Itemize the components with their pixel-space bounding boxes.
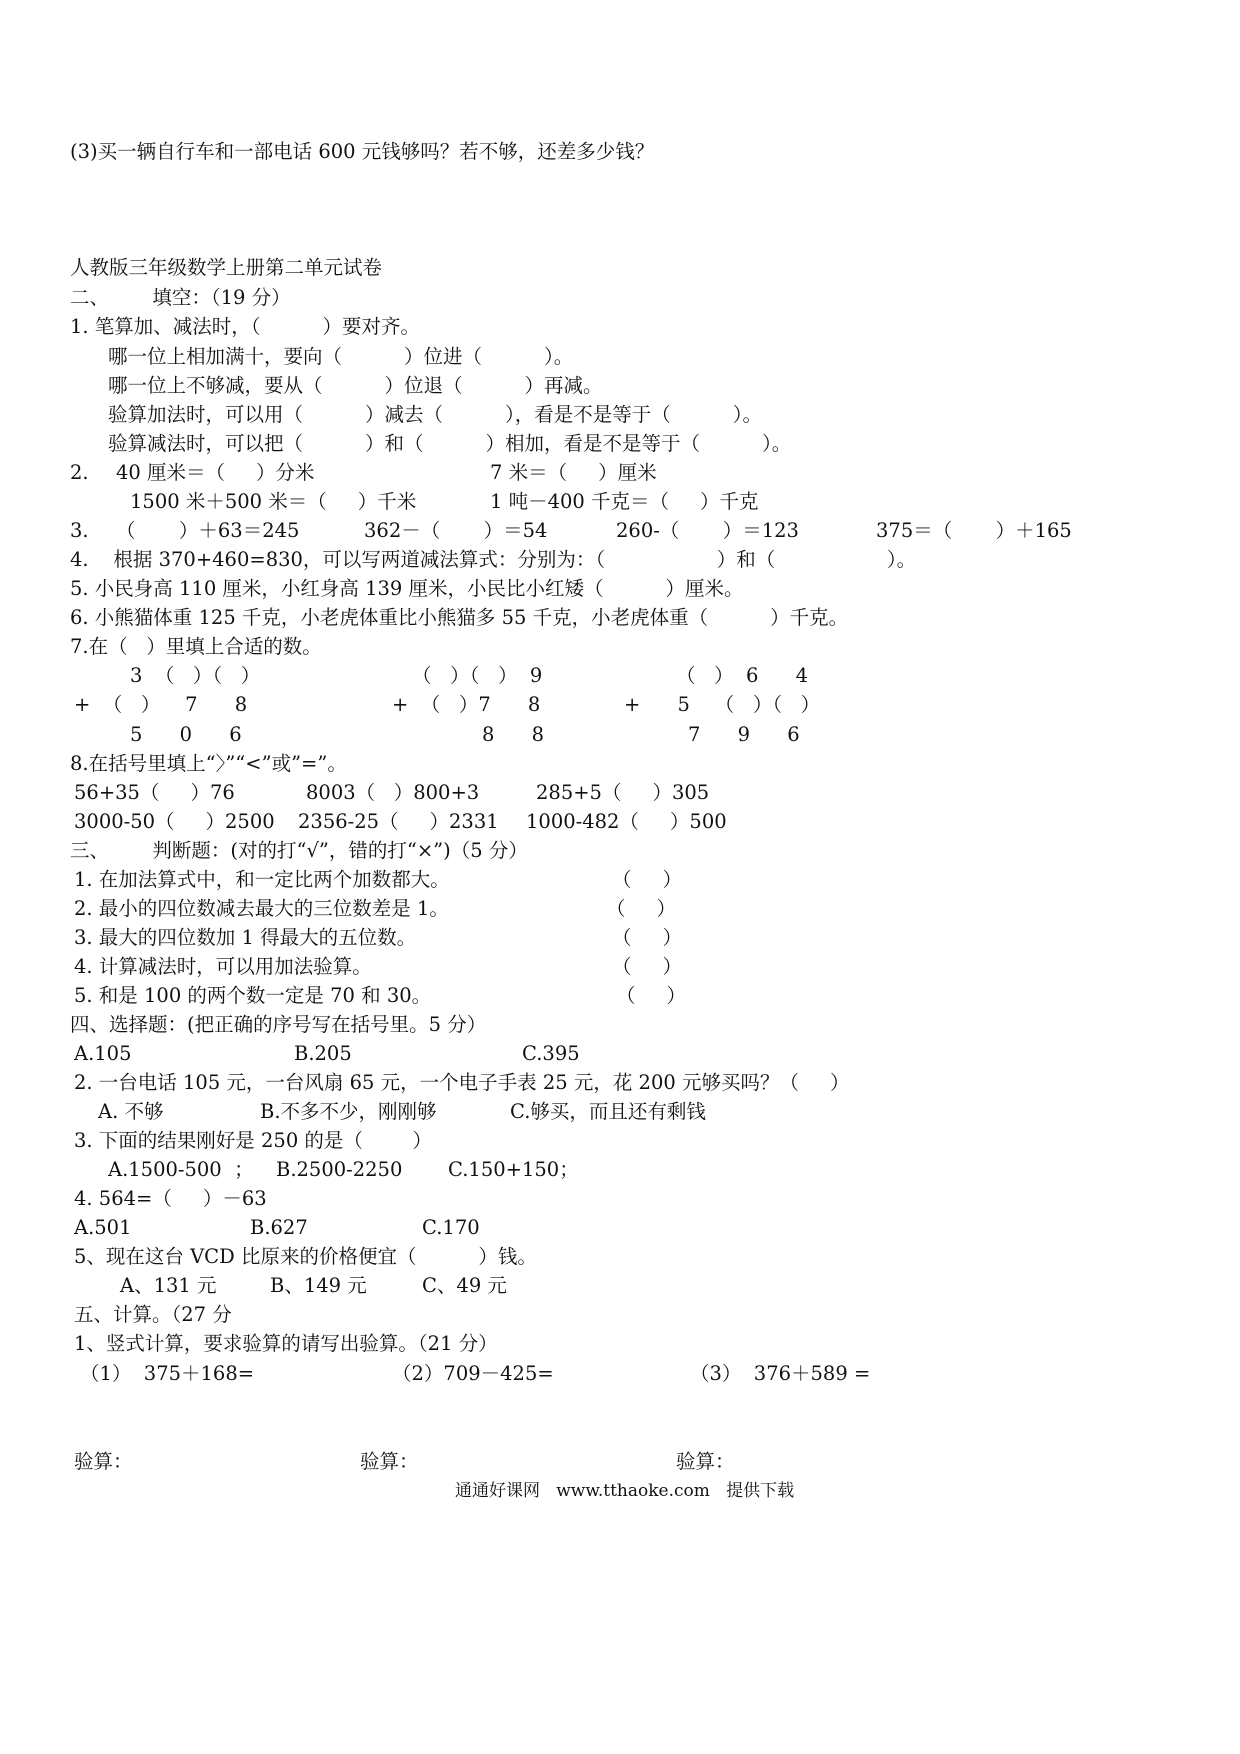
choice-2-option-a: A. 不够 (98, 1100, 164, 1123)
judge-item-4-text: 4. 计算减法时，可以用加法验算。 (74, 955, 372, 978)
check-label-1: 验算： (74, 1450, 133, 1473)
puzzle-2-row-1: （ ）（ ） 9 (412, 664, 543, 687)
judge-item-3-text: 3. 最大的四位数加 1 得最大的五位数。 (74, 926, 417, 949)
choice-2-option-c: C.够买，而且还有剩钱 (510, 1100, 706, 1123)
choice-5-option-c: C、49 元 (422, 1274, 507, 1297)
judge-item-1-box: （ ） (612, 868, 682, 891)
puzzle-2-row-2: + （ ）7 8 (392, 693, 541, 716)
q3-item-c: 260-（ ）＝123 (616, 519, 799, 542)
section-5-heading: 五、计算。（27 分 (74, 1303, 232, 1326)
judge-item-5-text: 5. 和是 100 的两个数一定是 70 和 30。 (74, 984, 432, 1007)
q1-line-1: 1. 笔算加、减法时，（ ）要对齐。 (70, 315, 421, 338)
check-label-2: 验算： (360, 1450, 419, 1473)
page-title: 人教版三年级数学上册第二单元试卷 (70, 256, 383, 279)
section-4-heading: 四、选择题：(把正确的序号写在括号里。5 分） (70, 1013, 487, 1036)
footer-credit: 通通好课网 www.tthaoke.com 提供下载 (455, 1481, 795, 1501)
choice-2-option-b: B.不多不少，刚刚够 (260, 1100, 437, 1123)
choice-2-question: 2. 一台电话 105 元，一台风扇 65 元，一个电子手表 25 元，花 200 元够买吗？（ ） (74, 1071, 850, 1094)
judge-item-3-box: （ ） (612, 926, 682, 949)
calc-1: （1） 375＋168= (80, 1362, 255, 1385)
choice-3-option-c: C.150+150； (448, 1158, 579, 1181)
top-question: (3)买一辆自行车和一部电话 600 元钱够吗？若不够，还差多少钱？ (70, 140, 655, 163)
q8-row2-a: 3000-50（ ）2500 (74, 810, 275, 833)
section-3-heading: 三、 判断题：(对的打“√”，错的打“×”)（5 分） (70, 839, 528, 862)
q3-item-b: 362－（ ）＝54 (364, 519, 548, 542)
q1-line-3: 哪一位上不够减，要从（ ）位退（ ）再减。 (108, 374, 603, 397)
puzzle-1-row-1: 3 （ ）（ ） (130, 664, 261, 687)
q2-item-b: 7 米＝（ ）厘米 (490, 461, 657, 484)
q1-line-5: 验算减法时，可以把（ ）和（ ）相加，看是不是等于（ ）。 (108, 432, 792, 455)
puzzle-3-row-2: + 5 （ ）（ ） (624, 693, 821, 716)
q1-line-4: 验算加法时，可以用（ ）减去（ ），看是不是等于（ ）。 (108, 403, 762, 426)
q4-line: 4. 根据 370+460=830，可以写两道减法算式：分别为：（ ）和（ ）。 (70, 548, 917, 571)
choice-4-option-b: B.627 (250, 1216, 308, 1239)
choice-5-option-a: A、131 元 (120, 1274, 217, 1297)
puzzle-2-row-3: 8 8 (482, 723, 545, 746)
judge-item-2-text: 2. 最小的四位数减去最大的三位数差是 1。 (74, 897, 449, 920)
q8-row2-b: 2356-25（ ）2331 (298, 810, 499, 833)
calc-3: （3） 376＋589 = (690, 1362, 871, 1385)
puzzle-1-row-3: 5 0 6 (130, 723, 242, 746)
check-label-3: 验算： (676, 1450, 735, 1473)
choice-3-option-a: A.1500-500 ； (108, 1158, 254, 1181)
choice-5-option-b: B、149 元 (270, 1274, 367, 1297)
q3-item-a: （ ）＋63＝245 (116, 519, 300, 542)
choice-4-option-a: A.501 (74, 1216, 132, 1239)
q3-item-d: 375＝（ ）＋165 (876, 519, 1072, 542)
calc-instruction: 1、竖式计算，要求验算的请写出验算。（21 分） (74, 1332, 498, 1355)
calc-2: （2）709－425= (392, 1362, 554, 1385)
q8-row1-a: 56+35（ ）76 (74, 781, 235, 804)
puzzle-3-row-3: 7 9 6 (688, 723, 800, 746)
choice-1-option-a: A.105 (74, 1042, 132, 1065)
choice-1-option-b: B.205 (294, 1042, 352, 1065)
choice-4-option-c: C.170 (422, 1216, 480, 1239)
puzzle-1-row-2: + （ ） 7 8 (74, 693, 248, 716)
q2-item-d: 1 吨－400 千克＝（ ）千克 (490, 490, 759, 513)
choice-3-option-b: B.2500-2250 (276, 1158, 403, 1181)
judge-item-5-box: （ ） (616, 984, 686, 1007)
section-2-heading: 二、 填空：（19 分） (70, 286, 291, 309)
choice-5-question: 5、现在这台 VCD 比原来的价格便宜（ ）钱。 (74, 1245, 537, 1268)
q6-line: 6. 小熊猫体重 125 千克，小老虎体重比小熊猫多 55 千克，小老虎体重（ ）千克。 (70, 606, 849, 629)
puzzle-3-row-1: （ ） 6 4 (676, 664, 808, 687)
q8-row2-c: 1000-482（ ）500 (526, 810, 727, 833)
choice-1-option-c: C.395 (522, 1042, 580, 1065)
q2-item-a: 40 厘米＝（ ）分米 (116, 461, 315, 484)
q1-line-2: 哪一位上相加满十，要向（ ）位进（ ）。 (108, 345, 574, 368)
judge-item-4-box: （ ） (612, 955, 682, 978)
judge-item-1-text: 1. 在加法算式中，和一定比两个加数都大。 (74, 868, 450, 891)
q7-label: 7.在（ ）里填上合适的数。 (70, 635, 322, 658)
q2-item-c: 1500 米＋500 米＝（ ）千米 (130, 490, 417, 513)
choice-4-question: 4. 564=（ ）－63 (74, 1187, 267, 1210)
q8-label: 8.在括号里填上“〉”“<”或”=”。 (70, 752, 347, 775)
q3-number: 3. (70, 519, 89, 542)
q2-number: 2. (70, 461, 89, 484)
q8-row1-c: 285+5（ ）305 (536, 781, 710, 804)
judge-item-2-box: （ ） (606, 897, 676, 920)
q5-line: 5. 小民身高 110 厘米，小红身高 139 厘米，小民比小红矮（ ）厘米。 (70, 577, 744, 600)
q8-row1-b: 8003（ ）800+3 (306, 781, 480, 804)
choice-3-question: 3. 下面的结果刚好是 250 的是（ ） (74, 1129, 433, 1152)
